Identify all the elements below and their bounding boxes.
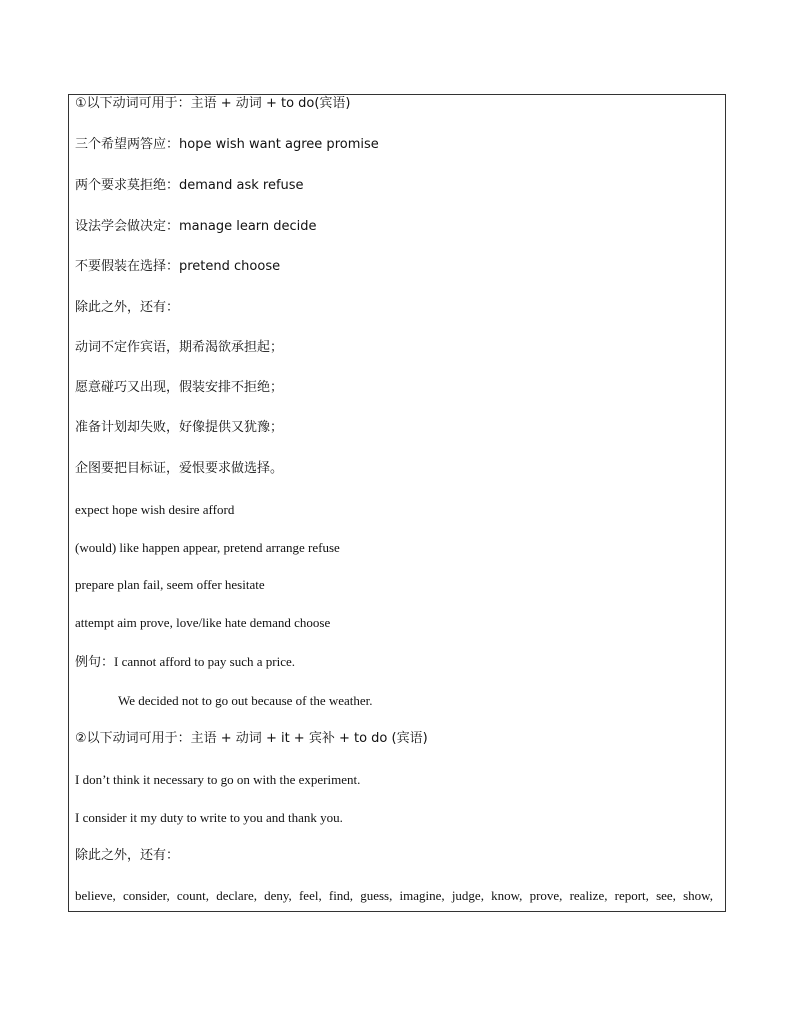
- verb: deny,: [264, 888, 292, 903]
- verb: judge,: [451, 888, 484, 903]
- example-sentence: I cannot afford to pay such a price.: [114, 654, 295, 669]
- verb-list-line: [75, 888, 713, 904]
- section1-heading: ①以下动词可用于：主语 + 动词 + to do(宾语): [75, 96, 351, 111]
- rhyme-line: 企图要把目标证，爱恨要求做选择。: [75, 461, 284, 476]
- section2-heading: ②以下动词可用于：主语 + 动词 + it + 宾补 + to do (宾语): [75, 731, 428, 746]
- verb: know,: [491, 888, 523, 903]
- rhyme-line: 不要假装在选择：pretend choose: [75, 259, 281, 274]
- besides-label: 除此之外，还有：: [75, 300, 180, 315]
- example-sentence: I don’t think it necessary to go on with the experiment.: [75, 772, 361, 787]
- verb: report,: [614, 888, 649, 903]
- verb: guess,: [360, 888, 393, 903]
- verb: consider,: [122, 888, 170, 903]
- verb: count,: [176, 888, 210, 903]
- verb-list-line: attempt aim prove, love/like hate demand choose: [75, 615, 331, 630]
- rhyme-line: 愿意碰巧又出现，假装安排不拒绝；: [75, 380, 284, 395]
- verb: believe,: [75, 888, 116, 903]
- verb: imagine,: [399, 888, 445, 903]
- verb: prove,: [529, 888, 563, 903]
- rhyme-line: 三个希望两答应：hope wish want agree promise: [75, 137, 379, 152]
- rhyme-line: 两个要求莫拒绝：demand ask refuse: [75, 178, 304, 193]
- verb: see,: [656, 888, 676, 903]
- verb: find,: [328, 888, 354, 903]
- example-label: 例句：: [75, 655, 115, 670]
- besides-label: 除此之外，还有：: [75, 848, 180, 863]
- verb: feel,: [298, 888, 322, 903]
- example-line: [75, 654, 295, 671]
- example-sentence: We decided not to go out because of the weather.: [118, 693, 373, 708]
- verb-list-line: prepare plan fail, seem offer hesitate: [75, 577, 265, 592]
- verb-list-line: (would) like happen appear, pretend arrange refuse: [75, 540, 340, 555]
- verb: show,: [683, 888, 713, 903]
- rhyme-line: 准备计划却失败，好像提供又犹豫；: [75, 420, 284, 435]
- verb: declare,: [216, 888, 257, 903]
- rhyme-line: 设法学会做决定：manage learn decide: [75, 219, 317, 234]
- verb: realize,: [569, 888, 608, 903]
- verb-list-line: expect hope wish desire afford: [75, 502, 235, 517]
- rhyme-line: 动词不定作宾语，期希渴欲承担起；: [75, 340, 284, 355]
- example-sentence: I consider it my duty to write to you and thank you.: [75, 810, 343, 825]
